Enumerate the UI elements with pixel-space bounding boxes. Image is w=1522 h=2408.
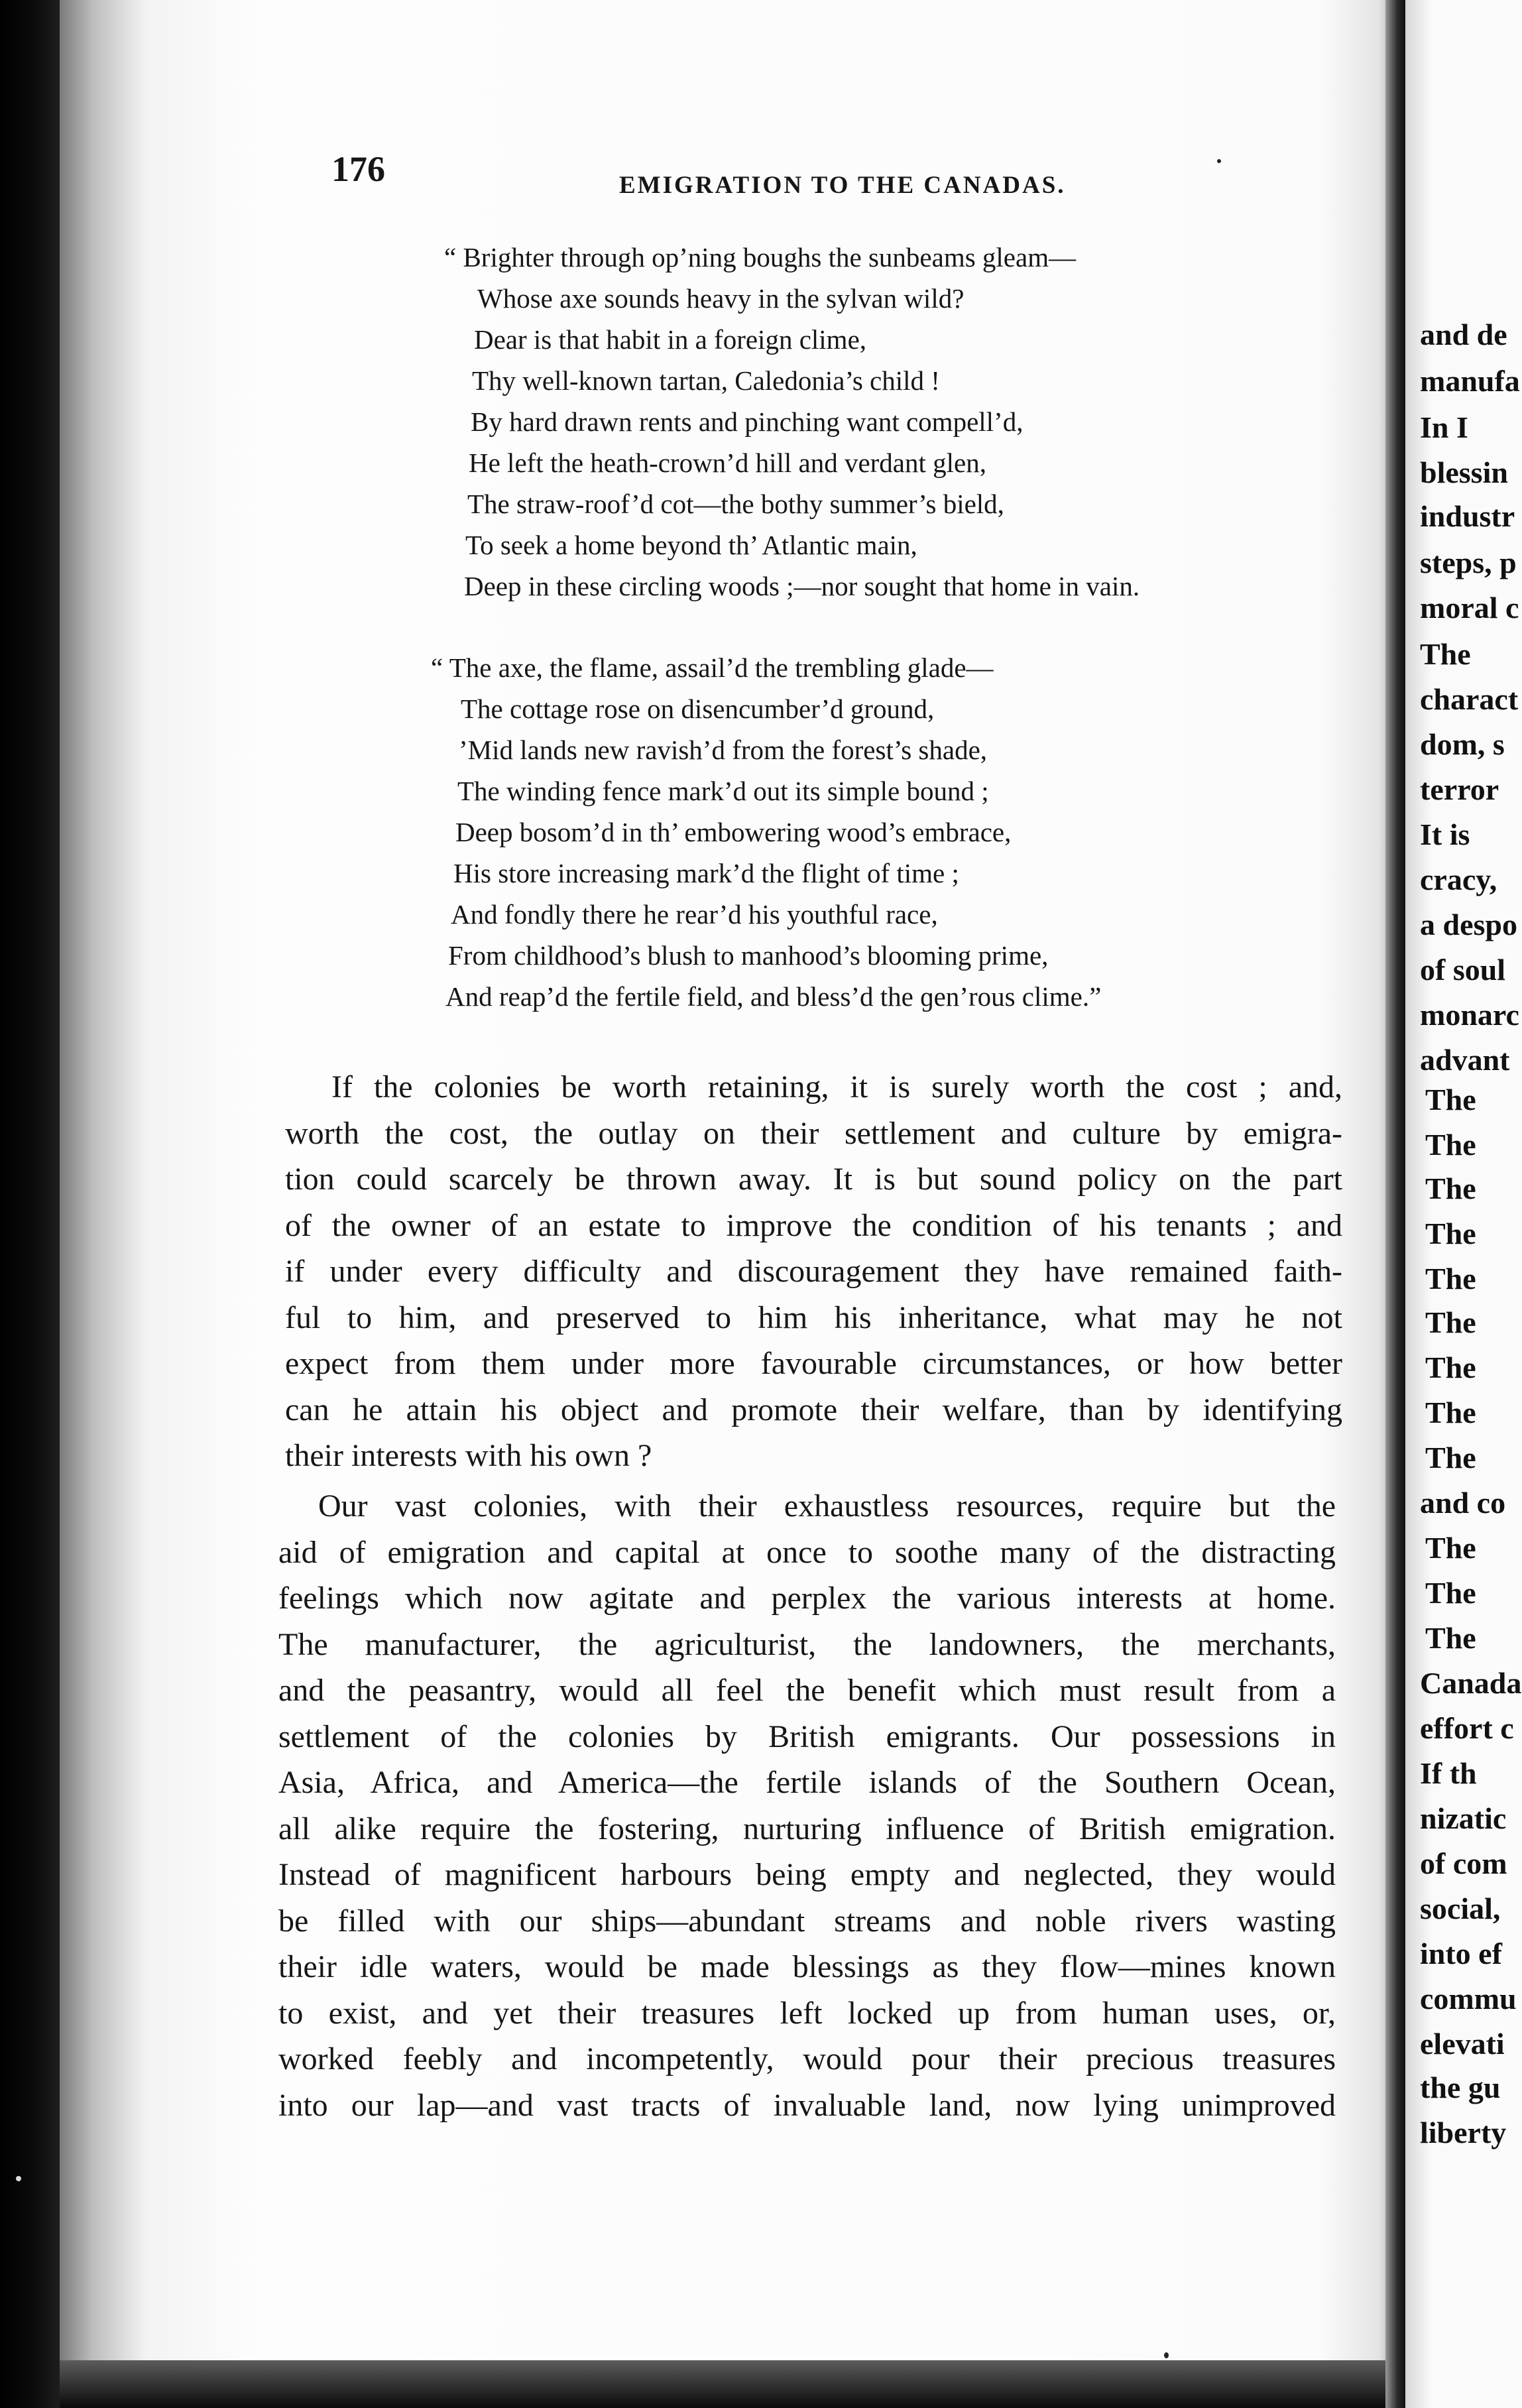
facing-page-sliver — [1405, 0, 1522, 2408]
verse-line: “ Brighter through op’ning boughs the sunbeams gleam— — [444, 242, 1077, 272]
paragraph-line: of the owner of an estate to improve the condition of his tenants ; and — [285, 1207, 1342, 1243]
verse-line: Thy well-known tartan, Caledonia’s child ! — [472, 365, 940, 396]
facing-page-line: dom, s — [1420, 727, 1505, 761]
facing-page-line: The — [1425, 1128, 1476, 1162]
facing-page-line: moral c — [1420, 591, 1519, 625]
facing-page-line: and co — [1420, 1486, 1506, 1520]
facing-page-line: blessin — [1420, 455, 1508, 489]
verse-line: To seek a home beyond th’ Atlantic main, — [465, 530, 917, 560]
facing-page-line: liberty — [1420, 2116, 1507, 2149]
facing-page-line: The — [1425, 1396, 1476, 1429]
running-title: EMIGRATION TO THE CANADAS. — [619, 172, 1066, 199]
facing-page-line: advant — [1420, 1043, 1510, 1077]
verse-line: ’Mid lands new ravish’d from the forest’s shade, — [459, 735, 988, 765]
facing-page-line: The — [1425, 1531, 1476, 1565]
verse-line: Deep bosom’d in th’ embowering wood’s embrace, — [455, 817, 1012, 847]
facing-page-line: It is — [1420, 817, 1470, 851]
paragraph-line: ful to him, and preserved to him his inheritance, what may he not — [285, 1299, 1342, 1335]
scan-speck — [1217, 159, 1221, 163]
facing-page-line: of com — [1420, 1846, 1507, 1880]
facing-page-line: manufa — [1420, 364, 1520, 398]
verse-stanza-2 — [431, 647, 1101, 1017]
paragraph-line: Our vast colonies, with their exhaustless resources, require but the — [318, 1488, 1336, 1524]
verse-line: His store increasing mark’d the flight of time ; — [453, 858, 959, 888]
paragraph-line: aid of emigration and capital at once to soothe many of the distracting — [278, 1534, 1336, 1570]
facing-page-line: The — [1425, 1621, 1476, 1655]
paragraph-line: Asia, Africa, and America—the fertile islands of the Southern Ocean, — [278, 1765, 1336, 1800]
facing-page-line: elevati — [1420, 2027, 1505, 2061]
facing-page-line: The — [1425, 1083, 1476, 1116]
paragraph-line: expect from them under more favourable circumstances, or how better — [285, 1346, 1342, 1381]
verse-line: And fondly there he rear’d his youthful race, — [451, 899, 938, 930]
verse-line: The straw-roof’d cot—the bothy summer’s bield, — [467, 489, 1004, 519]
paragraph-line: and the peasantry, would all feel the benefit which must result from a — [278, 1673, 1336, 1708]
facing-page-line: cracy, — [1420, 863, 1497, 896]
facing-page-line: effort c — [1420, 1711, 1514, 1745]
verse-line: And reap’d the fertile field, and bless’d the ɡen’rous clime.” — [445, 981, 1102, 1012]
facing-page-line: Canada — [1420, 1666, 1522, 1700]
paragraph-line: their idle waters, would be made blessings as they flow—mines known — [278, 1949, 1336, 1984]
facing-page-line: If th — [1420, 1756, 1477, 1790]
facing-page-line: The — [1425, 1351, 1476, 1384]
scan-bottom-edge — [60, 2360, 1392, 2408]
paragraph-line: tion could scarcely be thrown away. It is but sound policy on the part — [285, 1162, 1342, 1197]
facing-page-line: a despo — [1420, 908, 1517, 941]
verse-line: Dear is that habit in a foreign clime, — [474, 324, 867, 355]
facing-page-line: The — [1420, 637, 1471, 671]
facing-page-line: industr — [1420, 499, 1515, 533]
facing-page-line: terror — [1420, 772, 1499, 806]
scan-speck — [16, 2176, 21, 2181]
facing-page-line: monarc — [1420, 998, 1519, 1032]
paragraph-line: settlement of the colonies by British emigrants. Our possessions in — [278, 1718, 1336, 1754]
verse-line: The cottage rose on disencumber’d ground, — [461, 693, 935, 724]
facing-page-line: The — [1425, 1262, 1476, 1295]
facing-page-line: of soul — [1420, 953, 1506, 987]
verse-line: By hard drawn rents and pinching want compell’d, — [471, 406, 1024, 437]
facing-page-line: the gu — [1420, 2071, 1501, 2104]
facing-page-line: The — [1425, 1441, 1476, 1475]
paragraph-line: into our lap—and vast tracts of invaluable land, now lying unimproved — [278, 2087, 1336, 2123]
scan-speck — [1164, 2352, 1169, 2358]
paragraph-line: worth the cost, the outlay on their settlement and culture by emigra- — [285, 1115, 1342, 1151]
body-paragraph-1 — [285, 1064, 1342, 1479]
facing-page-line: nizatic — [1420, 1801, 1507, 1835]
paragraph-line: Instead of magnificent harbours being empty and neglected, they would — [278, 1857, 1336, 1892]
facing-page-line: The — [1425, 1217, 1476, 1250]
facing-page-line: The — [1425, 1305, 1476, 1339]
verse-line: From childhood’s blush to manhood’s blooming prime, — [448, 940, 1049, 971]
scan-left-margin — [0, 0, 60, 2408]
facing-page-line: steps, p — [1420, 546, 1517, 579]
paragraph-line: be filled with our ships—abundant streams and noble rivers wasting — [278, 1903, 1336, 1939]
facing-page-line: charact — [1420, 682, 1519, 716]
facing-page-line: and de — [1420, 318, 1507, 351]
book-gutter — [1385, 0, 1405, 2408]
verse-stanza-1 — [444, 237, 1140, 607]
facing-page-line: social, — [1420, 1892, 1501, 1925]
paragraph-line: if under every difficulty and discouragement they have remained faith- — [285, 1254, 1342, 1289]
paragraph-line: worked feebly and incompetently, would pour their precious treasures — [278, 2041, 1336, 2077]
paragraph-line: can he attain his object and promote their welfare, than by identifying — [285, 1392, 1342, 1427]
paragraph-line: their interests with his own ? — [285, 1438, 652, 1473]
verse-line: The winding fence mark’d out its simple bound ; — [457, 776, 989, 806]
paragraph-line: feelings which now agitate and perplex the various interests at home. — [278, 1581, 1336, 1616]
facing-page-line: The — [1425, 1576, 1476, 1610]
facing-page-line: In I — [1420, 410, 1468, 444]
paragraph-line: all alike require the fostering, nurturing influence of British emigration. — [278, 1811, 1336, 1846]
verse-line: “ The axe, the flame, assail’d the trembling glade— — [431, 652, 994, 683]
paragraph-line: The manufacturer, the agriculturist, the landowners, the merchants, — [278, 1626, 1336, 1662]
facing-page-line: commu — [1420, 1982, 1517, 2016]
paragraph-line: If the colonies be worth retaining, it is surely worth the cost ; and, — [331, 1069, 1342, 1105]
paragraph-line: to exist, and yet their treasures left locked up from human uses, or, — [278, 1995, 1336, 2031]
verse-line: Whose axe sounds heavy in the sylvan wild? — [477, 283, 965, 314]
facing-page-line: into ef — [1420, 1937, 1502, 1970]
verse-line: Deep in these circling woods ;—nor sought that home in vain. — [464, 571, 1140, 601]
facing-page-line: The — [1425, 1172, 1476, 1205]
body-paragraph-2 — [278, 1483, 1336, 2128]
verse-line: He left the heath-crown’d hill and verdant glen, — [469, 448, 986, 478]
page-number: 176 — [331, 149, 385, 189]
